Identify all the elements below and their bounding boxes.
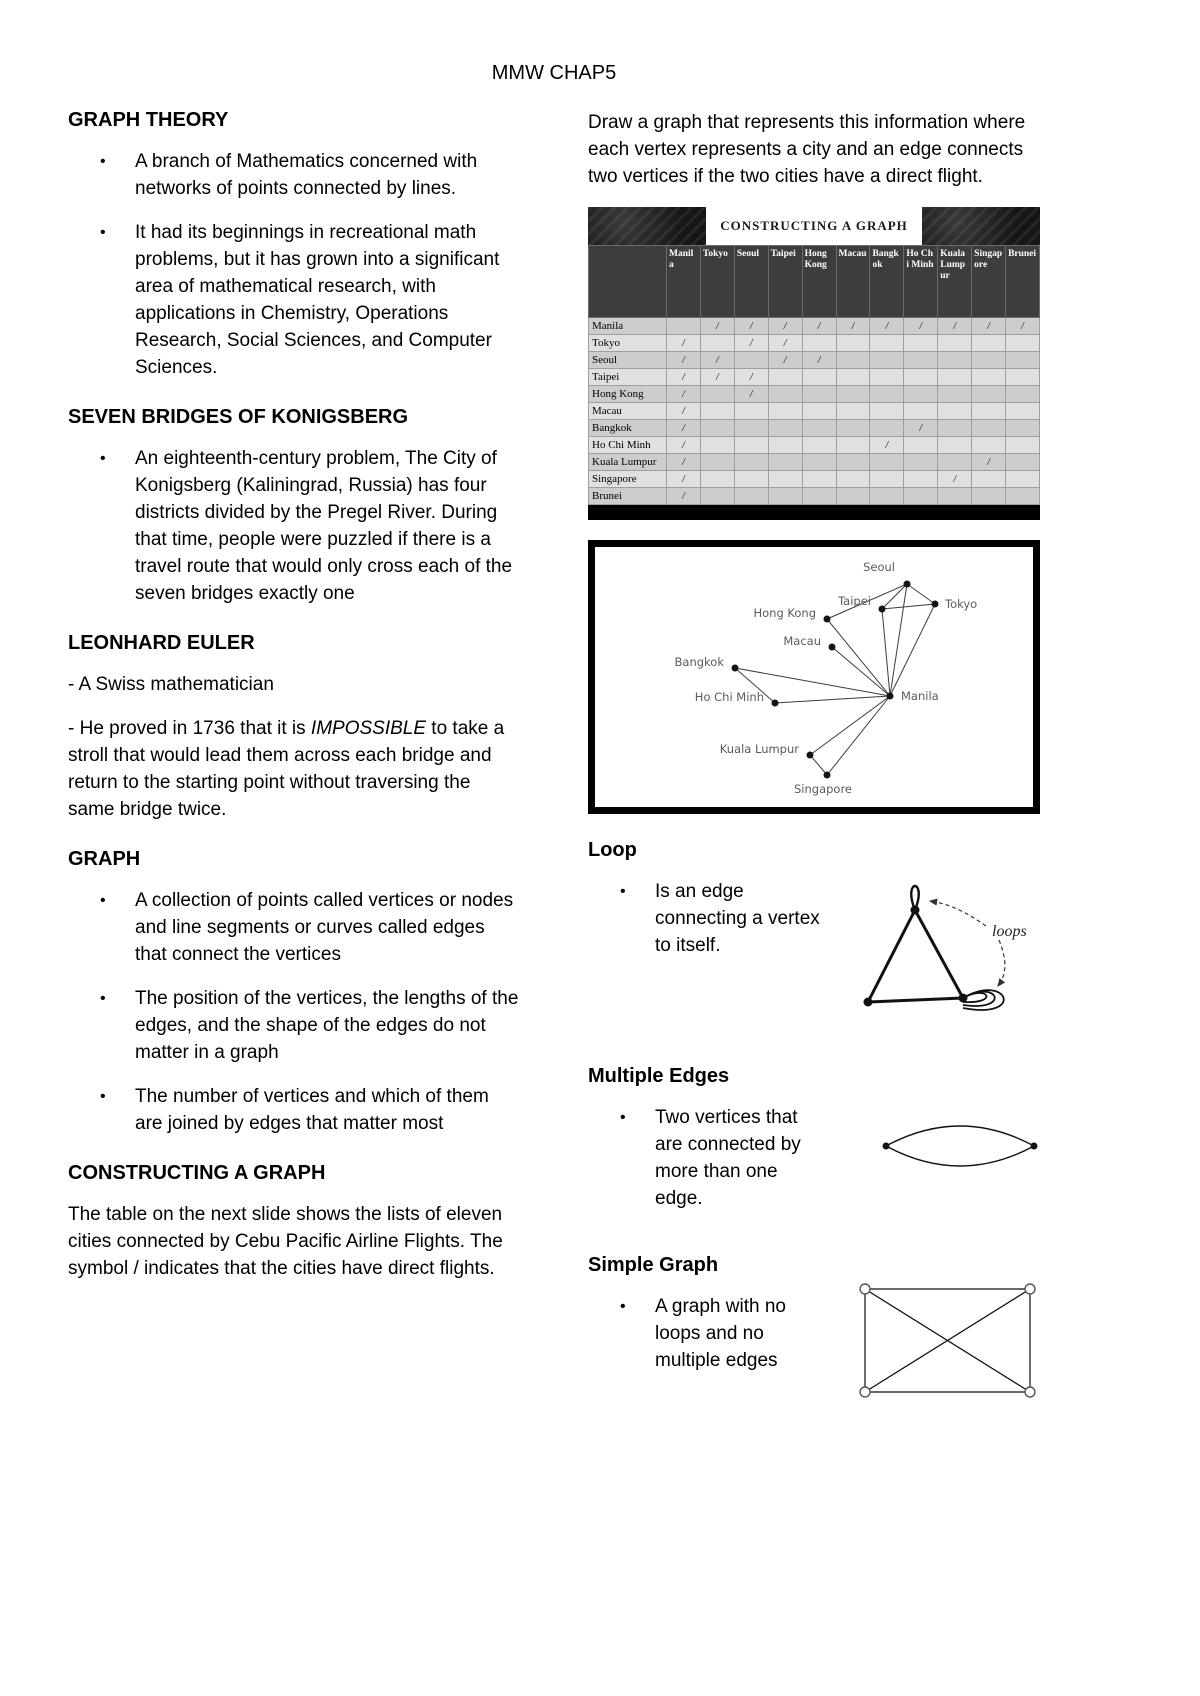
graph-node xyxy=(932,601,939,608)
flight-flag-cell xyxy=(870,369,904,386)
flight-flag-cell xyxy=(734,352,768,369)
table-row-label: Hong Kong xyxy=(589,386,667,403)
flight-flag-cell: / xyxy=(667,335,701,352)
heading-simple-graph: Simple Graph xyxy=(588,1254,719,1276)
flight-flag-cell xyxy=(734,403,768,420)
flight-flag-cell xyxy=(700,386,734,403)
flight-flag-cell xyxy=(1006,335,1040,352)
table-column-header: Ho Chi Minh xyxy=(904,246,938,318)
flight-flag-cell: / xyxy=(667,369,701,386)
vertex-dot xyxy=(883,1143,890,1150)
flight-graph-svg xyxy=(595,547,1033,807)
flight-flag-cell xyxy=(768,369,802,386)
table-column-header: Taipei xyxy=(768,246,802,318)
flight-flag-cell xyxy=(972,488,1006,505)
page-title: MMW CHAP5 xyxy=(491,62,617,84)
euler-p2-italic-word: IMPOSSIBLE xyxy=(310,718,427,739)
bullet-item: • A branch of Mathematics concerned with networks of points connected by lines. xyxy=(135,148,520,202)
flight-flag-cell xyxy=(938,488,972,505)
graph-node-label: Tokyo xyxy=(945,597,978,611)
graph-node xyxy=(829,644,836,651)
flight-flag-cell xyxy=(1006,437,1040,454)
slide-bottom-band xyxy=(588,505,1040,520)
flight-flag-cell xyxy=(836,369,870,386)
table-column-header: Singapore xyxy=(972,246,1006,318)
graph-edge xyxy=(882,584,907,609)
multi-edge-arc xyxy=(886,1126,1034,1146)
table-corner-cell xyxy=(589,246,667,318)
flight-flag-cell xyxy=(1006,488,1040,505)
flight-flag-cell xyxy=(1006,369,1040,386)
graph-node-label: Ho Chi Minh xyxy=(694,690,764,704)
graph-edge xyxy=(882,609,890,696)
bullet-item: • It had its beginnings in recreational math problems, but it has grown into a significant area of mathematical research, with applications in Chemistry, Operations Research, Social Sciences, and Computer Sciences. xyxy=(135,219,520,381)
vertex-circle xyxy=(1025,1284,1035,1294)
slide-decorative-corner-right xyxy=(922,207,1040,245)
table-column-header: Macau xyxy=(836,246,870,318)
vertex-dot xyxy=(864,998,873,1007)
flight-flag-cell: / xyxy=(768,318,802,335)
flight-flag-cell: / xyxy=(870,437,904,454)
flight-graph-image xyxy=(588,540,1040,814)
flight-flag-cell xyxy=(700,403,734,420)
table-column-header: Kuala Lumpur xyxy=(938,246,972,318)
flight-flag-cell xyxy=(802,420,836,437)
flight-flag-cell xyxy=(972,403,1006,420)
graph-node xyxy=(904,581,911,588)
constructing-paragraph: The table on the next slide shows the lists of eleven cities connected by Cebu Pacific Airline Flights. The symbol / indicates that the cities have direct flights. xyxy=(68,1204,503,1279)
flight-flag-cell: / xyxy=(1006,318,1040,335)
right-column xyxy=(588,109,1040,1404)
flight-flag-cell xyxy=(1006,454,1040,471)
loop-bullet-list xyxy=(588,878,826,976)
graph-bullet-list xyxy=(68,887,520,1137)
flight-flag-cell xyxy=(1006,420,1040,437)
flight-flag-cell: / xyxy=(667,488,701,505)
triangle-edge xyxy=(915,910,963,998)
triangle-edge xyxy=(868,998,963,1002)
multiple-edges-section xyxy=(588,1104,1040,1229)
flight-flag-cell xyxy=(700,437,734,454)
flight-flag-cell xyxy=(802,386,836,403)
graph-edge xyxy=(882,604,935,609)
vertex-circle xyxy=(860,1387,870,1397)
table-row xyxy=(589,369,1040,386)
graph-node xyxy=(807,752,814,759)
flight-flag-cell xyxy=(1006,403,1040,420)
flight-flag-cell xyxy=(802,488,836,505)
table-row-label: Taipei xyxy=(589,369,667,386)
loop-diagram xyxy=(860,878,1040,1040)
table-row xyxy=(589,352,1040,369)
graph-node xyxy=(732,665,739,672)
flight-flag-cell xyxy=(734,420,768,437)
loops-arrow xyxy=(998,940,1005,986)
graph-node-label: Bangkok xyxy=(674,655,724,669)
simple-graph-bullet-list xyxy=(588,1293,826,1391)
flight-flag-cell xyxy=(972,369,1006,386)
simple-graph-diagram xyxy=(855,1279,1040,1404)
graph-node-label: Kuala Lumpur xyxy=(719,742,799,756)
flight-flag-cell: / xyxy=(667,454,701,471)
flight-flag-cell xyxy=(972,352,1006,369)
flight-flag-cell xyxy=(768,420,802,437)
flight-flag-cell: / xyxy=(700,318,734,335)
flight-flag-cell xyxy=(836,488,870,505)
bullet-item: • Is an edge connecting a vertex to itself. xyxy=(655,878,826,959)
graph-node-label: Macau xyxy=(783,634,821,648)
flight-flag-cell xyxy=(700,471,734,488)
table-column-header: Hong Kong xyxy=(802,246,836,318)
graph-theory-bullet-list xyxy=(68,148,520,381)
flight-flag-cell: / xyxy=(700,352,734,369)
heading-loop: Loop xyxy=(588,839,637,861)
graph-node xyxy=(824,616,831,623)
flight-flag-cell xyxy=(938,403,972,420)
flight-flag-cell xyxy=(836,420,870,437)
flight-flag-cell xyxy=(768,386,802,403)
flight-flag-cell xyxy=(938,369,972,386)
flight-flag-cell xyxy=(836,454,870,471)
flight-flag-cell: / xyxy=(972,454,1006,471)
flight-flag-cell: / xyxy=(904,318,938,335)
vertex-dot xyxy=(1031,1143,1038,1150)
flight-flag-cell: / xyxy=(667,471,701,488)
flight-flag-cell xyxy=(972,471,1006,488)
flight-flag-cell xyxy=(904,352,938,369)
two-column-layout xyxy=(68,109,1040,1404)
flight-table-head xyxy=(589,246,1040,318)
flight-flag-cell xyxy=(802,403,836,420)
flight-flag-cell xyxy=(700,420,734,437)
table-row-label: Kuala Lumpur xyxy=(589,454,667,471)
flight-flag-cell xyxy=(972,420,1006,437)
constructing-graph-slide-image xyxy=(588,207,1040,520)
flight-flag-cell: / xyxy=(667,403,701,420)
flight-flag-cell: / xyxy=(938,318,972,335)
flight-flag-cell xyxy=(1006,471,1040,488)
table-row xyxy=(589,488,1040,505)
flight-flag-cell xyxy=(836,403,870,420)
table-row xyxy=(589,420,1040,437)
bullet-item: • A graph with no loops and no multiple edges xyxy=(655,1293,826,1374)
euler-paragraph-1: - A Swiss mathematician xyxy=(68,674,274,695)
table-row-label: Bangkok xyxy=(589,420,667,437)
flight-flag-cell xyxy=(904,386,938,403)
flight-flag-cell xyxy=(904,369,938,386)
euler-paragraph-2 xyxy=(68,715,520,823)
table-row-label: Ho Chi Minh xyxy=(589,437,667,454)
flight-flag-cell: / xyxy=(667,420,701,437)
flight-flag-cell: / xyxy=(972,318,1006,335)
flight-flag-cell: / xyxy=(802,352,836,369)
heading-leonhard-euler: LEONHARD EULER xyxy=(68,632,255,654)
bullet-item: • An eighteenth-century problem, The City of Konigsberg (Kaliningrad, Russia) has four districts divided by the Pregel River. During that time, people were puzzled if there is a travel route that would only cross each of the seven bridges exactly one xyxy=(135,445,520,607)
table-row xyxy=(589,335,1040,352)
euler-p2-prefix: - He proved in 1736 that it is xyxy=(68,718,311,739)
graph-node xyxy=(824,772,831,779)
table-row-label: Singapore xyxy=(589,471,667,488)
flight-flag-cell xyxy=(870,403,904,420)
flight-table-body xyxy=(589,318,1040,505)
flight-flag-cell xyxy=(938,420,972,437)
draw-graph-intro-paragraph: Draw a graph that represents this information where each vertex represents a city and an edge connects two vertices if the two cities have a direct flight. xyxy=(588,112,1026,187)
flight-flag-cell xyxy=(904,437,938,454)
graph-edge xyxy=(907,584,935,604)
table-row-label: Tokyo xyxy=(589,335,667,352)
flight-flag-cell xyxy=(904,403,938,420)
flight-flag-cell xyxy=(836,352,870,369)
table-column-header: Bangkok xyxy=(870,246,904,318)
table-column-header: Seoul xyxy=(734,246,768,318)
slide-title: CONSTRUCTING A GRAPH xyxy=(720,218,908,233)
flight-flag-cell: / xyxy=(667,437,701,454)
flight-flag-cell xyxy=(768,437,802,454)
flight-flag-cell xyxy=(768,471,802,488)
loops-arrow xyxy=(930,901,986,926)
flight-flag-cell xyxy=(802,437,836,454)
table-row xyxy=(589,403,1040,420)
graph-edge xyxy=(827,619,890,696)
slide-title-band xyxy=(706,207,922,245)
graph-node-label: Seoul xyxy=(863,560,895,574)
graph-node-label: Singapore xyxy=(793,782,853,796)
graph-node xyxy=(887,693,894,700)
table-row xyxy=(589,318,1040,335)
flight-flag-cell xyxy=(904,488,938,505)
vertex-circle xyxy=(860,1284,870,1294)
flight-flag-cell: / xyxy=(734,369,768,386)
flight-flag-cell xyxy=(836,471,870,488)
vertex-dot xyxy=(959,994,968,1003)
table-row-label: Seoul xyxy=(589,352,667,369)
table-row-label: Manila xyxy=(589,318,667,335)
flight-flag-cell: / xyxy=(904,420,938,437)
graph-node-label: Taipei xyxy=(838,594,871,608)
table-column-header: Brunei xyxy=(1006,246,1040,318)
multi-edge-arc xyxy=(886,1146,1034,1166)
graph-node xyxy=(879,606,886,613)
flight-flag-cell xyxy=(802,335,836,352)
simple-graph-section xyxy=(588,1293,1040,1404)
flight-flag-cell xyxy=(870,335,904,352)
flight-flag-cell xyxy=(802,471,836,488)
heading-seven-bridges: SEVEN BRIDGES OF KONIGSBERG xyxy=(68,406,409,428)
flight-flag-cell xyxy=(768,488,802,505)
flight-flag-cell: / xyxy=(667,386,701,403)
flight-flag-cell xyxy=(904,335,938,352)
flight-flag-cell xyxy=(768,454,802,471)
heading-graph-theory: GRAPH THEORY xyxy=(68,109,229,131)
flight-flag-cell xyxy=(972,335,1006,352)
graph-node xyxy=(772,700,779,707)
multiple-edges-diagram xyxy=(880,1118,1040,1174)
flight-flag-cell xyxy=(768,403,802,420)
bullet-item: • Two vertices that are connected by more than one edge. xyxy=(655,1104,826,1212)
document-page xyxy=(68,0,1040,1404)
flight-flag-cell xyxy=(836,386,870,403)
flight-flag-cell xyxy=(667,318,701,335)
flight-flag-cell xyxy=(870,488,904,505)
flight-flag-cell: / xyxy=(734,318,768,335)
table-row xyxy=(589,386,1040,403)
flight-flag-cell xyxy=(700,454,734,471)
flight-table xyxy=(588,245,1040,505)
graph-node-label: Manila xyxy=(901,689,939,703)
flight-flag-cell xyxy=(938,386,972,403)
table-column-header: Tokyo xyxy=(700,246,734,318)
slide-top-band xyxy=(588,207,1040,245)
flight-flag-cell xyxy=(734,454,768,471)
flight-flag-cell xyxy=(972,437,1006,454)
heading-constructing-a-graph: CONSTRUCTING A GRAPH xyxy=(68,1162,326,1184)
flight-flag-cell xyxy=(938,437,972,454)
flight-flag-cell xyxy=(904,454,938,471)
bullet-item: • The number of vertices and which of them are joined by edges that matter most xyxy=(135,1083,520,1137)
flight-flag-cell xyxy=(1006,386,1040,403)
flight-flag-cell xyxy=(870,386,904,403)
table-row xyxy=(589,437,1040,454)
flight-flag-cell xyxy=(836,335,870,352)
flight-flag-cell: / xyxy=(667,352,701,369)
flight-flag-cell: / xyxy=(734,386,768,403)
heading-graph: GRAPH xyxy=(68,848,141,870)
flight-flag-cell xyxy=(700,335,734,352)
vertex-dot xyxy=(911,906,920,915)
flight-flag-cell xyxy=(802,369,836,386)
seven-bridges-bullet-list xyxy=(68,445,520,607)
flight-flag-cell xyxy=(836,437,870,454)
flight-flag-cell xyxy=(938,352,972,369)
flight-flag-cell xyxy=(802,454,836,471)
loops-annotation: loops xyxy=(992,923,1027,940)
heading-multiple-edges: Multiple Edges xyxy=(588,1065,730,1087)
flight-flag-cell: / xyxy=(734,335,768,352)
flight-flag-cell xyxy=(870,420,904,437)
flight-flag-cell: / xyxy=(768,335,802,352)
flight-flag-cell xyxy=(870,352,904,369)
flight-flag-cell: / xyxy=(836,318,870,335)
flight-flag-cell: / xyxy=(700,369,734,386)
flight-flag-cell xyxy=(700,488,734,505)
bullet-item: • A collection of points called vertices or nodes and line segments or curves called edges that connect the vertices xyxy=(135,887,520,968)
flight-flag-cell xyxy=(734,471,768,488)
bullet-item: • The position of the vertices, the lengths of the edges, and the shape of the edges do not matter in a graph xyxy=(135,985,520,1066)
flight-flag-cell: / xyxy=(938,471,972,488)
multiple-edges-bullet-list xyxy=(588,1104,826,1229)
flight-flag-cell xyxy=(938,454,972,471)
euler-p2-suffix: to take a stroll that would lead them across each bridge and return to the starting point without traversing the same bridge twice. xyxy=(68,718,505,820)
flight-flag-cell xyxy=(734,437,768,454)
flight-flag-cell xyxy=(938,335,972,352)
flight-flag-cell: / xyxy=(768,352,802,369)
vertex-circle xyxy=(1025,1387,1035,1397)
table-row-label: Macau xyxy=(589,403,667,420)
loop-section xyxy=(588,878,1040,1040)
flight-flag-cell xyxy=(870,471,904,488)
graph-node-label: Hong Kong xyxy=(753,606,816,620)
table-row-label: Brunei xyxy=(589,488,667,505)
graph-edge xyxy=(810,755,827,775)
flight-flag-cell xyxy=(904,471,938,488)
triangle-edge xyxy=(868,910,915,1002)
table-row xyxy=(589,471,1040,488)
slide-decorative-corner-left xyxy=(588,207,706,245)
flight-flag-cell: / xyxy=(802,318,836,335)
table-row xyxy=(589,454,1040,471)
left-column xyxy=(68,109,520,1404)
flight-flag-cell xyxy=(1006,352,1040,369)
table-column-header: Manila xyxy=(667,246,701,318)
flight-flag-cell xyxy=(870,454,904,471)
graph-edge xyxy=(775,696,890,703)
flight-flag-cell xyxy=(734,488,768,505)
graph-edge xyxy=(832,647,890,696)
flight-flag-cell: / xyxy=(870,318,904,335)
flight-flag-cell xyxy=(972,386,1006,403)
